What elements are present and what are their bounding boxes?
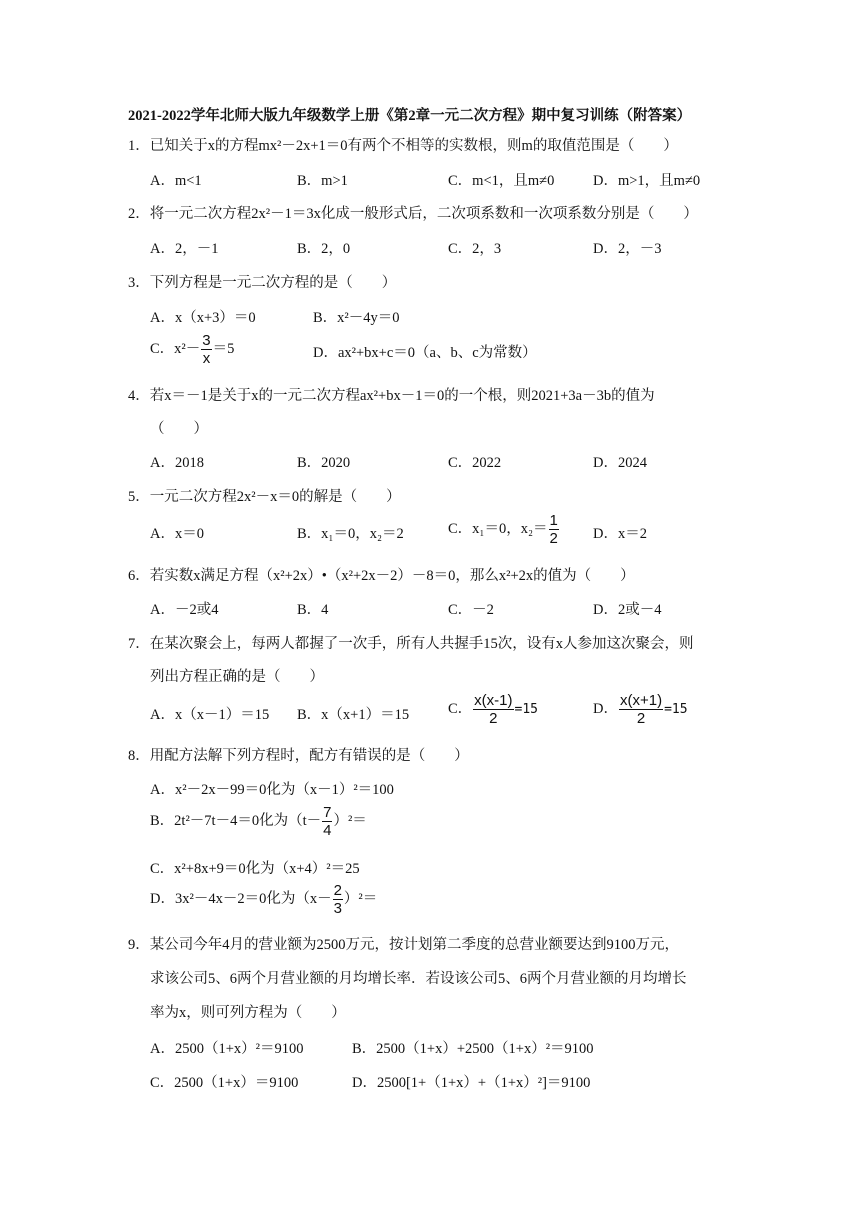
q4-option-a: A．2018: [150, 455, 204, 471]
q4-stem: 4．若x＝－1是关于x的一元二次方程ax²+bx－1＝0的一个根，则2021+3a－3b的值为: [128, 388, 655, 404]
fraction: $\frac{x(x+1)}{2}$: [619, 692, 663, 727]
q7-option-a: A．x（x－1）＝15: [150, 707, 270, 723]
q9-stem-cont2: 率为x，则可列方程为（ ）: [150, 1005, 346, 1021]
q9-stem-cont1: 求该公司5、6两个月营业额的月均增长率．若设该公司5、6两个月营业额的月均增长: [150, 971, 687, 987]
q1-stem: 1．已知关于x的方程mx²－2x+1＝0有两个不相等的实数根，则m的取值范围是（ ）: [128, 138, 678, 154]
q8-stem: 8．用配方法解下列方程时，配方有错误的是（ ）: [128, 748, 469, 764]
q1-option-a: A．m<1: [150, 173, 202, 189]
q7-option-d: D． $\frac{x(x+1)}{2}$ =15: [593, 692, 688, 727]
fraction: $\frac{1}{2}$: [549, 512, 558, 547]
fraction: $\frac{x(x-1)}{2}$: [474, 692, 513, 727]
fraction: $\frac{7}{4}$: [323, 804, 332, 839]
q5-stem: 5．一元二次方程2x²－x＝0的解是（ ）: [128, 489, 401, 505]
q3-option-a: A．x（x+3）＝0: [150, 310, 256, 326]
q5-option-a: A．x＝0: [150, 526, 204, 542]
q4-option-b: B．2020: [297, 455, 351, 471]
q4-stem-cont: （ ）: [150, 421, 208, 437]
q5-option-b: B．x₁＝0，x₂＝2: [297, 526, 404, 542]
q9-option-b: B．2500（1+x）+2500（1+x）²＝9100: [352, 1041, 594, 1057]
q1-option-c: C．m<1，且m≠0: [448, 173, 555, 189]
q6-option-d: D．2或－4: [593, 602, 662, 618]
q2-option-a: A．2，－1: [150, 241, 219, 257]
q7-stem: 7．在某次聚会上，每两人都握了一次手，所有人共握手15次，设有x人参加这次聚会，则: [128, 636, 694, 652]
q2-option-b: B．2，0: [297, 241, 351, 257]
q6-option-a: A．－2或4: [150, 602, 219, 618]
q4-option-d: D．2024: [593, 455, 647, 471]
q9-option-c: C．2500（1+x）＝9100: [150, 1075, 299, 1091]
q9-option-a: A．2500（1+x）²＝9100: [150, 1041, 304, 1057]
q6-option-b: B．4: [297, 602, 329, 618]
q2-option-d: D．2，－3: [593, 241, 662, 257]
q3-option-d: D．ax²+bx+c＝0（a、b、c为常数）: [313, 345, 537, 361]
q6-option-c: C．－2: [448, 602, 494, 618]
q9-option-d: D．2500[1+（1+x）+（1+x）²]＝9100: [352, 1075, 591, 1091]
q7-stem-cont: 列出方程正确的是（ ）: [150, 669, 324, 685]
fraction: $\frac{2}{3}$: [333, 882, 342, 917]
q3-stem: 3．下列方程是一元二次方程的是（ ）: [128, 275, 397, 291]
page-title: 2021-2022学年北师大版九年级数学上册《第2章一元二次方程》期中复习训练（附答案）: [128, 108, 692, 124]
fraction: $\frac{3}{x}$: [202, 332, 211, 367]
q2-stem: 2．将一元二次方程2x²－1＝3x化成一般形式后，二次项系数和一次项系数分别是（ ）: [128, 206, 698, 222]
q3-option-b: B．x²－4y＝0: [313, 310, 400, 326]
q8-option-a: A．x²－2x－99＝0化为（x－1）²＝100: [150, 782, 394, 798]
q5-option-d: D．x＝2: [593, 526, 647, 542]
q1-option-d: D．m>1，且m≠0: [593, 173, 701, 189]
q9-stem: 9．某公司今年4月的营业额为2500万元，按计划第二季度的总营业额要达到9100万元，: [128, 937, 679, 953]
q8-option-d: D．3x²－4x－2＝0化为（x－ $\frac{2}{3}$ ）²＝: [150, 882, 378, 917]
q5-option-c: C．x₁＝0，x₂＝ $\frac{1}{2}$: [448, 512, 558, 547]
q3-option-c: C．x²－ $\frac{3}{x}$ ＝5: [150, 332, 235, 367]
q7-option-c: C． $\frac{x(x-1)}{2}$ =15: [448, 692, 538, 727]
q8-option-c: C．x²+8x+9＝0化为（x+4）²＝25: [150, 861, 360, 877]
q4-option-c: C．2022: [448, 455, 502, 471]
q7-option-b: B．x（x+1）＝15: [297, 707, 410, 723]
q2-option-c: C．2，3: [448, 241, 502, 257]
q8-option-b: B．2t²－7t－4＝0化为（t－ $\frac{7}{4}$ ）²＝: [150, 804, 367, 839]
q6-stem: 6．若实数x满足方程（x²+2x）•（x²+2x－2）－8＝0，那么x²+2x的值为（ ）: [128, 568, 635, 584]
q1-option-b: B．m>1: [297, 173, 348, 189]
